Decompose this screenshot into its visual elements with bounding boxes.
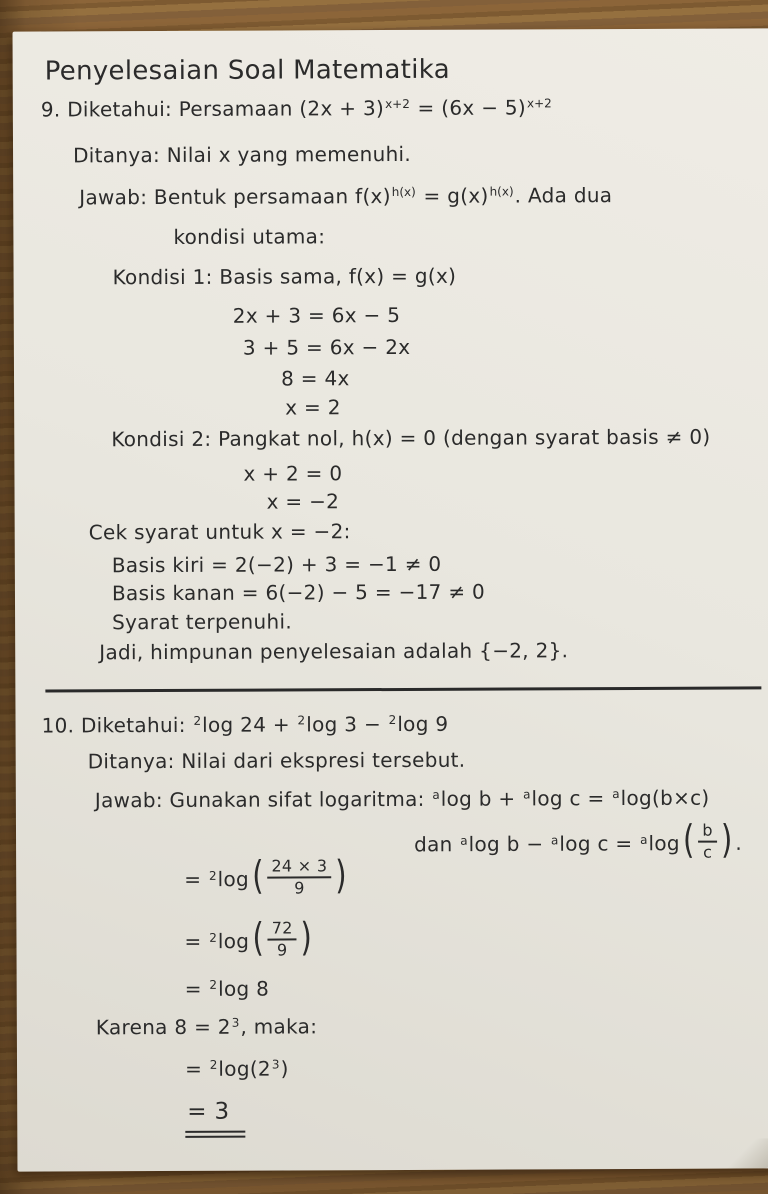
q9-answer-intro-2: kondisi utama: — [173, 224, 326, 249]
q10-step4: = $^2\log(2^3)$ — [184, 1056, 289, 1081]
superscript: 2 — [297, 713, 306, 728]
fraction: $\frac{b}{c}$ — [698, 822, 717, 862]
q9-condition1-header: Kondisi 1: Basis sama, f(x) = g(x) — [112, 263, 457, 290]
q9-condition2-eq1: x + 2 = 0 — [243, 461, 343, 486]
superscript: a — [550, 833, 559, 848]
fraction: $\frac{72}{9}$ — [268, 919, 297, 959]
q10-step2: = $^2$log( $\frac{72}{9}$ ) — [184, 915, 313, 962]
q10-step1: = $^2$log( $\frac{24 \times 3}{9}$ ) — [184, 853, 348, 900]
superscript: 2 — [193, 714, 202, 729]
superscript: 2 — [208, 868, 217, 883]
superscript: a — [523, 787, 531, 802]
q9-condition1-eq1: 2x + 3 = 6x − 5 — [232, 302, 401, 328]
q9-check-left-base: Basis kiri = 2(−2) + 3 = −1 ≠ 0 — [111, 551, 442, 578]
superscript: x+2 — [385, 97, 410, 112]
superscript: h(x) — [391, 185, 416, 200]
q9-condition1-eq2: 3 + 5 = 6x − 2x — [242, 334, 411, 360]
big-parenthesis: ( — [251, 853, 264, 900]
q9-question-line: Ditanya: Nilai x yang memenuhi. — [73, 141, 412, 168]
big-parenthesis: ( — [682, 818, 695, 864]
superscript: a — [640, 832, 648, 847]
big-parenthesis: ) — [335, 853, 348, 899]
q9-check-right-base: Basis kanan = 6(−2) − 5 = −17 ≠ 0 — [111, 579, 486, 606]
big-parenthesis: ) — [300, 915, 313, 961]
superscript: 2 — [209, 930, 217, 945]
q9-condition1-eq3: 8 = 4x — [280, 366, 350, 391]
superscript: a — [432, 788, 440, 803]
superscript: 2 — [388, 713, 397, 728]
q9-condition1-eq4: x = 2 — [285, 395, 341, 420]
superscript: 3 — [231, 1016, 240, 1031]
q9-check-conclusion: Syarat terpenuhi. — [112, 609, 293, 635]
q10-step3: = $^2$log 8 — [184, 976, 270, 1001]
q9-answer-intro: Jawab: Bentuk persamaan $f(x)^{h(x)} = g(x)^{h(x)}$. Ada dua — [79, 183, 613, 210]
big-parenthesis: ( — [252, 915, 264, 962]
superscript: a — [460, 833, 468, 848]
page-title: Penyelesaian Soal Matematika — [44, 54, 450, 87]
superscript: 3 — [271, 1057, 280, 1072]
big-parenthesis: ) — [720, 817, 733, 863]
q10-because-line: Karena $8 = 2^3$, maka: — [95, 1014, 318, 1040]
q9-condition2-header: Kondisi 2: Pangkat nol, h(x) = 0 (dengan syarat basis ≠ 0) — [111, 424, 711, 452]
q10-final-answer-text: = 3 — [185, 1098, 245, 1138]
q10-answer-intro: Jawab: Gunakan sifat logaritma: $^a$log b + $^a$log c = $^a$log(b×c) — [94, 785, 710, 813]
section-divider — [45, 686, 761, 692]
q10-question-line: Ditanya: Nilai dari ekspresi tersebut. — [87, 747, 466, 774]
superscript: 2 — [209, 1058, 218, 1073]
superscript: h(x) — [489, 184, 514, 199]
q9-condition2-eq2: x = −2 — [266, 489, 340, 514]
q10-final-answer — [185, 1098, 245, 1138]
q9-check-header: Cek syarat untuk x = −2: — [88, 519, 351, 545]
paper-sheet — [13, 28, 768, 1171]
fraction: $\frac{24 \times 3}{9}$ — [267, 857, 331, 897]
q9-final-answer: Jadi, himpunan penyelesaian adalah {−2, 2}. — [99, 638, 569, 665]
q10-known-line: 10. Diketahui: $^2$log 24 + $^2$log 3 − $^2$log 9 — [41, 711, 449, 738]
q10-log-rule-2: dan $^a$log b − $^a$log c = $^a$log( $\frac{b}{c}$ ) . — [414, 817, 743, 864]
superscript: x+2 — [526, 96, 552, 111]
q9-known-line: 9. Diketahui: Persamaan $(2x + 3)^{x+2} = (6x - 5)^{x+2}$ — [40, 95, 552, 122]
superscript: a — [612, 787, 620, 802]
superscript: 2 — [209, 978, 218, 993]
